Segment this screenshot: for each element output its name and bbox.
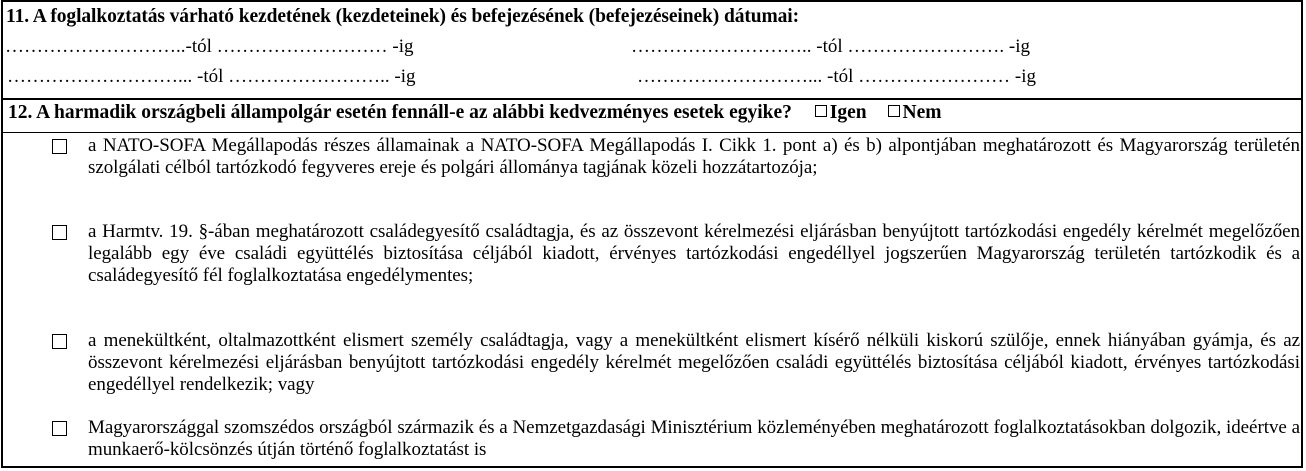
option-no[interactable] bbox=[888, 102, 942, 124]
section-12-heading: 12. A harmadik országbeli állampolgár esetén fennáll-e az alábbi kedvezményes esetek egyike? bbox=[8, 102, 792, 123]
condition-text-3: a menekültként, oltalmazottként elismert személy családtagja, vagy a menekültként elismert kísérő nélküli kiskorú szülője, ennek hiányában gyámja, és az összevont kérelmezési eljárásban benyújtott tartózkodási engedély kérelmét megelőzően családi együttélés biztosítása céljából kiadott, érvényes tartózkodási engedéllyel rendelkezik; vagy bbox=[88, 330, 1300, 395]
form-frame bbox=[1, 0, 1303, 468]
date-range-2-right[interactable]: ………………………... -tól …………………… -ig bbox=[637, 66, 1036, 87]
condition-checkbox-2[interactable] bbox=[52, 225, 67, 240]
condition-checkbox-1[interactable] bbox=[52, 139, 67, 154]
section-11 bbox=[3, 2, 1301, 100]
condition-text-1: a NATO-SOFA Megállapodás részes államainak a NATO-SOFA Megállapodás I. Cikk 1. pont a) és b) alpontjában meghatározott és Magyarország területén szolgálati célból tartózkodó fegyveres ereje és polgári állománya tagjának közeli hozzátartozója; bbox=[88, 135, 1300, 178]
condition-checkbox-3[interactable] bbox=[52, 334, 67, 349]
condition-text-4: Magyarországgal szomszédos országból származik és a Nemzetgazdasági Minisztérium közleményében meghatározott foglalkoztatásokban dolgozik, ideértve a munkaerő-kölcsönzés útján történő foglalkoztatást is bbox=[88, 417, 1300, 460]
option-yes-label: Igen bbox=[829, 102, 867, 123]
option-no-label: Nem bbox=[902, 102, 942, 123]
yes-checkbox[interactable] bbox=[815, 105, 827, 117]
condition-checkbox-4[interactable] bbox=[52, 421, 67, 436]
no-checkbox[interactable] bbox=[888, 105, 900, 117]
date-range-1-right[interactable]: ……………………….. -tól ……………………. -ig bbox=[631, 36, 1030, 57]
option-yes[interactable] bbox=[815, 102, 867, 124]
condition-text-2: a Harmtv. 19. §-ában meghatározott családegyesítő családtagja, és az összevont kérelmezési eljárásban benyújtott tartózkodási engedély kérelmét megelőzően legalább egy éve családi együttélés biztosítása céljából kiadott, érvényes tartózkodási engedéllyel jogszerűen Magyarország területén tartózkodik és a családegyesítő fél foglalkoztatása engedélymentes; bbox=[88, 221, 1300, 286]
section-12-header bbox=[3, 98, 1301, 133]
date-range-1-left[interactable]: ………………………..-tól ……………………… -ig bbox=[5, 36, 414, 57]
date-range-2-left[interactable]: ………………………... -tól …………………….. -ig bbox=[7, 66, 416, 87]
section-11-heading: 11. A foglalkoztatás várható kezdetének (kezdeteinek) és befejezésének (befejezéseinek) dátumai: bbox=[6, 6, 799, 27]
section-12-heading-row bbox=[8, 102, 942, 124]
